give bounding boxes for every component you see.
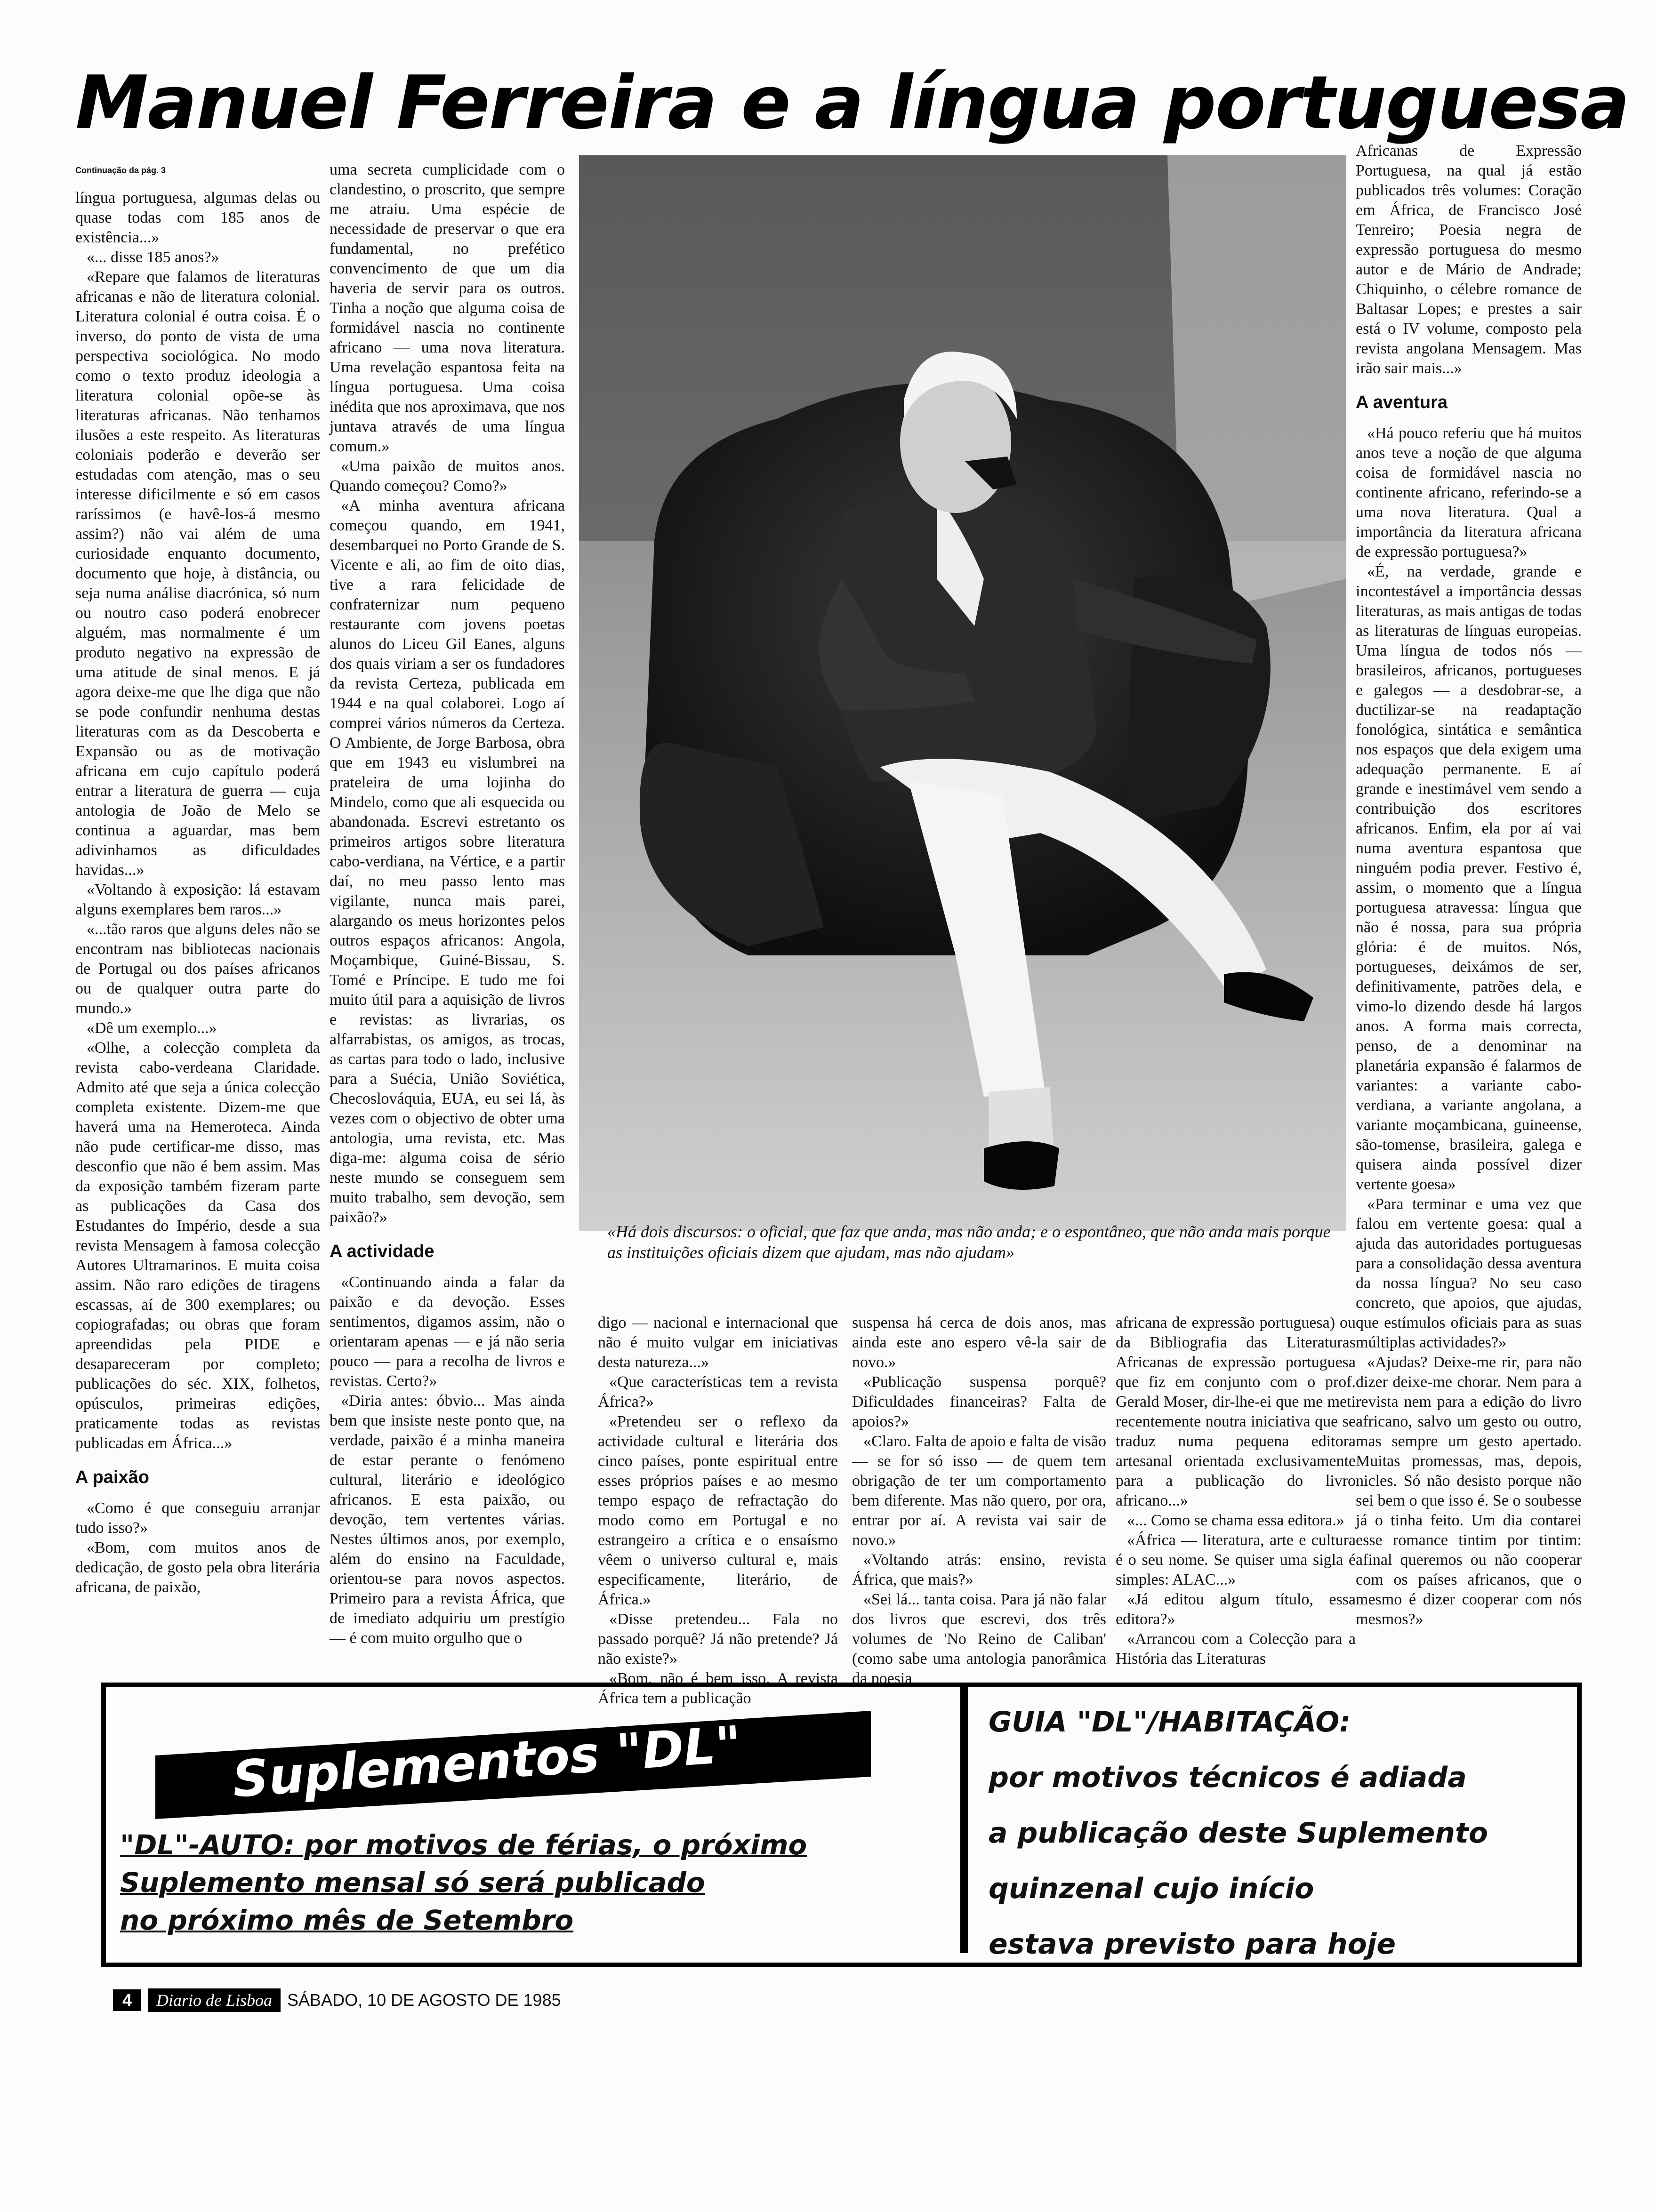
paragraph: «... Como se chama essa editora.» [1127, 1512, 1344, 1529]
portrait-photo [579, 155, 1346, 1231]
column-4 [852, 1313, 1106, 1689]
notice-line: por motivos técnicos é adiada [989, 1761, 1467, 1794]
paragraph: «Voltando à exposição: lá estavam alguns exemplares bem raros...» [75, 881, 320, 918]
newspaper-name: Diario de Lisboa [148, 1988, 281, 2012]
paragraph: língua portuguesa, algumas delas ou quase todas com 185 anos de existência...» [75, 189, 320, 246]
paragraph: «Uma paixão de muitos anos. Quando começou? Como?» [330, 457, 565, 495]
paragraph: «Pretendeu ser o reflexo da actividade cultural e literária dos cinco países, ponte espiritual entre esses próprios países e ao mesmo tempo espaço de refractação do modo como em Portugal e no estrangeiro a crítica e o ensaísmo vêem o universo cultural e, mais especificamente, literário, de África.» [598, 1413, 838, 1608]
paragraph: «Disse pretendeu... Fala no passado porquê? Já não pretende? Já não existe?» [598, 1611, 838, 1667]
section-heading: A aventura [1356, 393, 1448, 412]
paragraph: «É, na verdade, grande e incontestável a importância dessas literaturas, as mais antigas de todas as literaturas de línguas europeias. Uma língua de todos nós — brasileiros, africanos, portugueses e galegos — a desdobrar-se, a ductilizar-se na readaptação fonológica, sintática e semântica nos espaços que dela exigem uma adequação permanente. E aí grande e inestimável vem sendo a contribuição dos escritores africanos. Enfim, ela por aí vai numa aventura espantosa que ninguém podia prever. Festivo é, assim, o momento que a língua portuguesa atravessa: língua que não é nossa, para sua própria glória: é de muitos. Nós, portugueses, deixámos de ser, definitivamente, patrões dela, e vimo-lo dizendo desde há largos anos. A forma mais correcta, penso, de a denominar na planetária expansão é falarmos de variantes: a variante cabo-verdiana, a variante angolana, a variante moçambicana, guineense, são-tomense, brasileira, galega e quisera ainda possível dizer vertente goesa» [1356, 563, 1582, 1193]
paragraph: digo — nacional e internacional que não é muito vulgar em iniciativas desta natureza...» [598, 1314, 838, 1371]
paragraph: «Bom, com muitos anos de dedicação, de gosto pela obra literária africana, de paixão, [75, 1539, 320, 1596]
notice-line: no próximo mês de Setembro [120, 1904, 574, 1936]
supplements-title: Suplementos "DL" [231, 1715, 744, 1809]
paragraph: africana de expressão portuguesa) ou da Bibliografia das Literaturas Africanas de expressão portuguesa que fiz em conjunto com o prof. Gerald Moser, dir-lhe-ei que me meti recentemente noutra iniciativa que se traduz numa pequena editora artesanal orientada exclusivamente para a publicação do livro africano...» [1116, 1314, 1356, 1509]
paragraph: «Bom, não é bem isso. A revista África tem a publicação [598, 1670, 838, 1707]
paragraph: «Como é que conseguiu arranjar tudo isso?» [75, 1499, 320, 1537]
paragraph: «... disse 185 anos?» [87, 248, 219, 266]
notice-line: GUIA "DL"/HABITAÇÃO: [989, 1706, 1351, 1739]
paragraph: «Dê um exemplo...» [87, 1019, 217, 1037]
photo-caption: «Há dois discursos: o oficial, que faz que anda, mas não anda; e o espontâneo, que não anda mais porque as instituições oficiais dizem que ajudam, mas não ajudam» [607, 1222, 1331, 1262]
paragraph: «Olhe, a colecção completa da revista cabo-verdeana Claridade. Admito até que seja a única colecção completa existente. Dizem-me que haverá uma na Hemeroteca. Ainda não pude certificar-me disso, mas desconfio que não é bem assim. Mas da exposição também fizeram parte as publicações da Casa dos Estudantes do Império, desde a sua revista Mensagem à famosa colecção Autores Ultramarinos. E muita coisa assim. Não raro edições de tiragens escassas, aí de 300 exemplares; ou copiografadas; ou obras que foram apreendidas pela PIDE e desapareceram por completo; publicações do séc. XIX, folhetos, opúsculos, primeiras edições, praticamente todas as revistas publicadas em África...» [75, 1039, 320, 1452]
column-6 [1356, 141, 1582, 1629]
guia-habitacao-notice [989, 1694, 1488, 1972]
column-1 [75, 188, 320, 1597]
notice-line: quinzenal cujo início [989, 1872, 1314, 1905]
column-3 [598, 1313, 838, 1708]
notice-line: Suplemento mensal só será publicado [120, 1867, 705, 1899]
notice-line: "DL"-AUTO: por motivos de férias, o próximo [120, 1829, 807, 1861]
paragraph: Africanas de Expressão Portuguesa, na qual já estão publicados três volumes: Coração em África, de Francisco José Tenreiro; Poesia negra de expressão portuguesa do mesmo autor e de Mário de Andrade; Chiquinho, o célebre romance de Baltasar Lopes; e prestes a sair está o IV volume, composto pela revista angolana Mensagem. Mas irão sair mais...» [1356, 142, 1582, 377]
paragraph: uma secreta cumplicidade com o clandestino, o proscrito, que sempre me atraiu. Uma espécie de necessidade de preservar o que era fundamental, no prefético convencimento de que um dia haveria de servir para os outros. Tinha a noção que alguma coisa de formidável nascia no continente africano — uma nova literatura. Uma revelação espantosa feita na língua portuguesa. Uma coisa inédita que nos aproximava, que nos juntava através de uma língua comum.» [330, 161, 565, 455]
paragraph: «Continuando ainda a falar da paixão e da devoção. Esses sentimentos, digamos assim, não o orientaram apenas — e já não seria pouco — para a recolha de livros e revistas. Certo?» [330, 1274, 565, 1390]
paragraph: «Arrancou com a Colecção para a História das Literaturas [1116, 1630, 1356, 1667]
issue-date: SÁBADO, 10 DE AGOSTO DE 1985 [287, 1990, 561, 2010]
paragraph: «Que características tem a revista África?» [598, 1373, 838, 1411]
dl-auto-notice [120, 1826, 807, 1939]
notice-line: estava previsto para hoje [989, 1928, 1396, 1961]
column-5 [1116, 1313, 1356, 1669]
continuation-note: Continuação da pág. 3 [75, 166, 166, 175]
page-footer [113, 1988, 561, 2012]
paragraph: «Para terminar e uma vez que falou em vertente goesa: qual a ajuda das autoridades portuguesas para a consolidação dessa aventura da nossa língua? No seu caso concreto, que apoios, que ajudas, que estímulos oficiais para as suas múltiplas actividades?» [1356, 1195, 1582, 1351]
page-number: 4 [113, 1989, 141, 2011]
paragraph: «Voltando atrás: ensino, revista África, que mais?» [852, 1551, 1106, 1588]
paragraph: «Há pouco referiu que há muitos anos teve a noção de que alguma coisa de formidável nascia no continente africano, referindo-se a uma nova literatura. Qual a importância da literatura africana de expressão portuguesa?» [1356, 425, 1582, 561]
paragraph: «Publicação suspensa porquê? Dificuldades financeiras? Falta de apoios?» [852, 1373, 1106, 1430]
article-title: Manuel Ferreira e a língua portuguesa [75, 60, 1629, 145]
paragraph: «Ajudas? Deixe-me rir, para não dizer deixe-me chorar. Nem para a revista nem para a edição do livro africano, salvo um gesto ou outro, mas sempre um gesto apertado. Muitas promessas, mas, depois, nicles. Só não desisto porque não sei bem o que isso é. Se o soubesse já o tinha feito. Um dia contarei esse romance tintim por tintim: afinal queremos ou não cooperar com os países africanos, que o mesmo é dizer cooperar com nós mesmos?» [1356, 1354, 1582, 1628]
paragraph: «...tão raros que alguns deles não se encontram nas bibliotecas nacionais de Portugal ou dos países africanos ou de qualquer outra parte do mundo.» [75, 921, 320, 1017]
paragraph: «Repare que falamos de literaturas africanas e não de literatura colonial. Literatura colonial é outra coisa. É o inverso, do ponto de vista de uma perspectiva sociológica. No modo como o texto produz ideologia a literatura colonial opõe-se às literaturas africanas. Não tenhamos ilusões a este respeito. As literaturas coloniais poderão e deverão ser estudadas com atenção, mas o seu interesse dificilmente e só em casos raríssimos (e havê-los-á mesmo assim?) não vai além de uma curiosidade enquanto documento, documento que hoje, à distância, ou seja numa análise diacrónica, só num ou noutro caso poderá enobrecer alguém, mas normalmente é um produto negativo na expressão de uma atitude de sinal menos. E já agora deixe-me que lhe diga que não se pode confundir nenhuma destas literaturas com as da Descoberta e Expansão ou as de motivação africana em cujo capítulo poderá entrar a literatura de guerra — cuja antologia de João de Melo se continua a aguardar, mas bem adivinhamos as dificuldades havidas...» [75, 268, 320, 879]
section-heading: A actividade [330, 1242, 434, 1261]
paragraph: «A minha aventura africana começou quando, em 1941, desembarquei no Porto Grande de S. Vicente e ali, ao fim de oito dias, tive a rara felicidade de confraternizar num pequeno restaurante com jovens poetas alunos do Liceu Gil Eanes, alguns dos quais viriam a ser os fundadores da revista Certeza, publicada em 1944 e na qual colaborei. Logo aí comprei vários números da Certeza. O Ambiente, de Jorge Barbosa, obra que em 1943 eu vislumbrei na prateleira de uma lojinha do Mindelo, como que ali esquecida ou abandonada. Escrevi estretanto os primeiros artigos sobre literatura cabo-verdiana, na Vértice, e a partir daí, no meu passo lento mas vigilante, nunca mais parei, alargando os meus horizontes pelos outros espaços africanos: Angola, Moçambique, Guiné-Bissau, S. Tomé e Príncipe. E tudo me foi muito útil para a aquisição de livros e revistas: as livrarias, os alfarrabistas, os amigos, as trocas, as cartas para todo o lado, inclusive para a Suécia, União Soviética, Checoslováquia, EUA, eu sei lá, às vezes com o objectivo de obter uma antologia, uma revista, etc. Mas diga-me: alguma coisa de sério neste mundo se conseguem sem muito trabalho, sem devoção, sem paixão?» [330, 497, 565, 1226]
paragraph: «Diria antes: óbvio... Mas ainda bem que insiste neste ponto que, na verdade, paixão é a minha maneira de estar perante o fenómeno cultural, literário e ideológico africanos. E esta paixão, ou devoção, tem vertentes várias. Nestes últimos anos, por exemplo, além do ensino na Faculdade, orientou-se para novos aspectos. Primeiro para a revista África, que de imediato adquiriu um prestígio — é com muito orgulho que o [330, 1392, 565, 1647]
paragraph: «Sei lá... tanta coisa. Para já não falar dos livros que escrevi, dos três volumes de 'No Reino de Caliban' (como sabe uma antologia panorâmica da poesia [852, 1591, 1106, 1687]
paragraph: «Já editou algum título, essa editora?» [1116, 1591, 1356, 1628]
paragraph: suspensa há cerca de dois anos, mas ainda este ano espero vê-la sair de novo.» [852, 1314, 1106, 1371]
column-2 [330, 160, 565, 1648]
section-heading: A paixão [75, 1467, 149, 1487]
paragraph: «Claro. Falta de apoio e falta de visão — se for só isso — de quem tem obrigação de ter um comportamento bem diferente. Mas não quero, por ora, entrar por aí. A revista vai sair de novo.» [852, 1433, 1106, 1549]
notice-line: a publicação deste Suplemento [989, 1817, 1488, 1850]
paragraph: «África — literatura, arte e cultura é o seu nome. Se quiser uma sigla é simples: ALAC...» [1116, 1531, 1356, 1588]
